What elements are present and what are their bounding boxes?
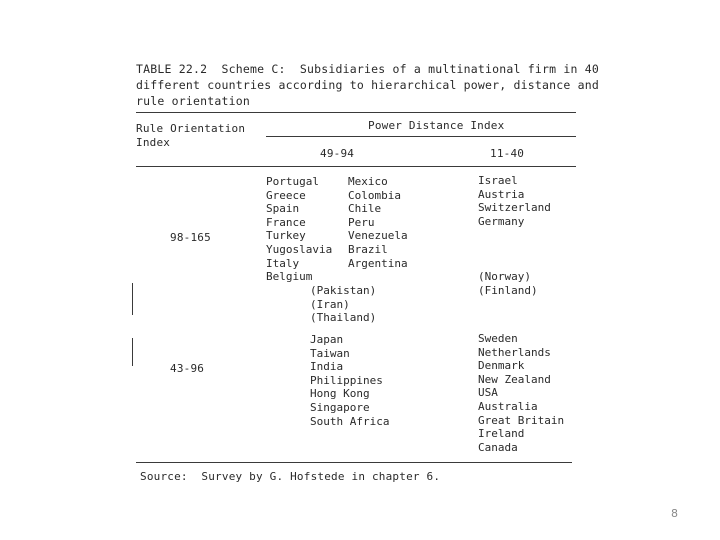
country-name: (Finland): [478, 283, 538, 297]
scan-mark: [132, 338, 133, 366]
country-name: Yugoslavia: [266, 242, 333, 256]
country-name: Italy: [266, 256, 300, 270]
country-name: Japan: [310, 333, 344, 346]
table-top-rule: [136, 112, 576, 113]
country-name: Mexico: [348, 175, 388, 188]
country-name: India: [310, 360, 344, 374]
table-bottom-rule: [136, 462, 572, 463]
table-title-line-2: different countries according to hierarchical power, distance and: [136, 78, 600, 92]
country-name: France: [266, 215, 306, 229]
country-name: (Iran): [310, 297, 350, 311]
country-name: Australia: [478, 399, 538, 413]
scan-mark: [132, 283, 133, 315]
country-name: New Zealand: [478, 372, 551, 386]
row1-low-pdi-list: [478, 174, 551, 228]
row1-high-pdi-list-a: [266, 175, 332, 284]
row1-high-pdi-parenthetical-list: [310, 284, 376, 325]
row1-low-pdi-parenthetical-list: [478, 270, 538, 297]
country-name: Spain: [266, 202, 300, 216]
country-name: Ireland: [478, 427, 525, 441]
country-name: Portugal: [266, 175, 319, 188]
row-label-43-96: 43-96: [170, 362, 205, 375]
country-name: Turkey: [266, 229, 306, 243]
country-name: Hong Kong: [310, 387, 370, 401]
country-name: Argentina: [348, 256, 408, 270]
country-name: Israel: [478, 174, 518, 187]
page-number: 8: [671, 507, 678, 520]
row2-high-pdi-list: [310, 333, 389, 428]
table-title-line-3: rule orientation: [136, 94, 250, 108]
country-name: Canada: [478, 440, 518, 454]
column-group-header: Power Distance Index: [368, 119, 505, 132]
column-header-high-pdi: 49-94: [320, 147, 355, 160]
country-name: (Thailand): [310, 311, 377, 325]
country-name: Philippines: [310, 373, 383, 387]
column-group-rule: [266, 136, 576, 137]
row-label-98-165: 98-165: [170, 231, 211, 244]
country-name: Peru: [348, 215, 375, 229]
row-header-line-1: Rule Orientation: [136, 122, 246, 135]
country-name: Taiwan: [310, 346, 350, 360]
country-name: Great Britain: [478, 413, 565, 427]
country-name: Denmark: [478, 359, 525, 373]
country-name: Brazil: [348, 242, 388, 256]
country-name: Austria: [478, 187, 525, 201]
country-name: Belgium: [266, 270, 313, 284]
column-header-low-pdi: 11-40: [490, 147, 525, 160]
header-bottom-rule: [136, 166, 576, 167]
row1-high-pdi-list-b: [348, 175, 408, 270]
row-header-line-2: Index: [136, 136, 171, 149]
table-source: Source: Survey by G. Hofstede in chapter 6.: [140, 470, 441, 483]
row2-low-pdi-list: [478, 332, 564, 454]
country-name: Venezuela: [348, 229, 408, 243]
country-name: Germany: [478, 214, 525, 228]
country-name: Greece: [266, 188, 306, 202]
country-name: Singapore: [310, 400, 370, 414]
country-name: Chile: [348, 202, 382, 216]
country-name: USA: [478, 386, 498, 400]
country-name: Switzerland: [478, 201, 551, 215]
country-name: Sweden: [478, 332, 518, 345]
table-title-line-1: TABLE 22.2 Scheme C: Subsidiaries of a multinational firm in 40: [136, 62, 600, 76]
country-name: Netherlands: [478, 345, 551, 359]
country-name: (Norway): [478, 270, 531, 283]
country-name: South Africa: [310, 414, 390, 428]
country-name: (Pakistan): [310, 284, 377, 297]
country-name: Colombia: [348, 188, 401, 202]
